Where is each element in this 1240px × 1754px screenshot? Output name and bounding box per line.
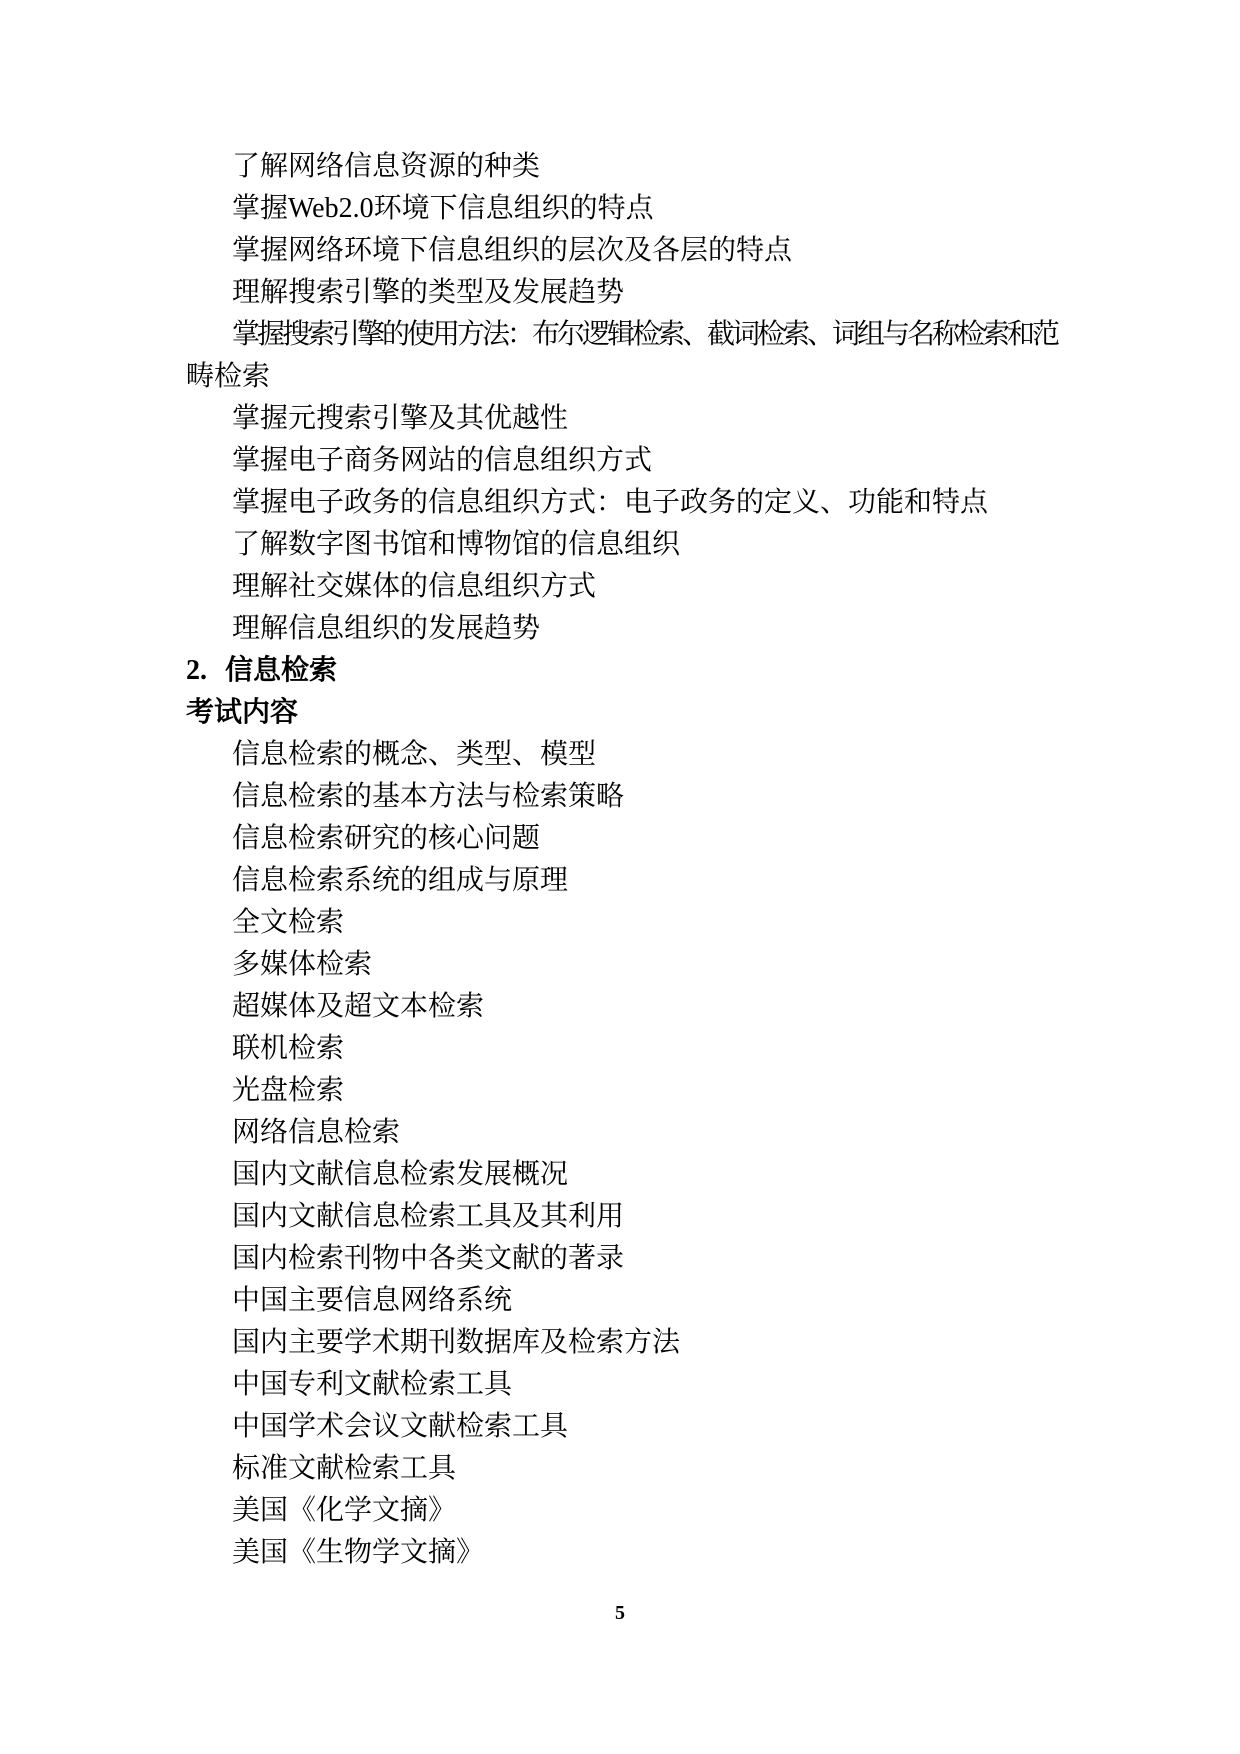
- exam-content-item: 国内主要学术期刊数据库及检索方法: [232, 1327, 681, 1358]
- exam-content-item: 全文检索: [232, 907, 345, 938]
- exam-content-item: 信息检索系统的组成与原理: [232, 865, 569, 896]
- requirement-item: 掌握元搜索引擎及其优越性: [232, 403, 569, 434]
- exam-content-item: 国内文献信息检索工具及其利用: [232, 1201, 625, 1232]
- requirement-item: 掌握电子商务网站的信息组织方式: [232, 445, 653, 476]
- exam-content-item: 美国《化学文摘》: [232, 1495, 457, 1526]
- exam-content-item: 国内检索刊物中各类文献的著录: [232, 1243, 625, 1274]
- exam-content-item: 标准文献检索工具: [232, 1453, 457, 1484]
- page-number: 5: [615, 1602, 625, 1624]
- exam-content-item: 中国专利文献检索工具: [232, 1369, 513, 1400]
- requirement-item: 了解网络信息资源的种类: [232, 151, 541, 182]
- exam-content-item: 超媒体及超文本检索: [232, 991, 485, 1022]
- exam-content-item: 联机检索: [232, 1033, 345, 1064]
- requirement-item: 掌握Web2.0环境下信息组织的特点: [232, 193, 654, 224]
- subsection-heading: 考试内容: [186, 697, 299, 728]
- page-footer: [0, 1601, 1240, 1625]
- requirement-item: 了解数字图书馆和博物馆的信息组织: [232, 529, 681, 560]
- requirement-item-continuation: 畴检索: [186, 361, 271, 392]
- exam-content-item: 信息检索研究的核心问题: [232, 823, 541, 854]
- exam-content-item: 信息检索的概念、类型、模型: [232, 739, 597, 770]
- section-title: 信息检索: [225, 655, 338, 686]
- exam-content-item: 中国主要信息网络系统: [232, 1285, 513, 1316]
- exam-content-item: 中国学术会议文献检索工具: [232, 1411, 569, 1442]
- requirement-item: 掌握电子政务的信息组织方式：电子政务的定义、功能和特点: [232, 487, 989, 518]
- exam-content-item: 光盘检索: [232, 1075, 345, 1106]
- requirement-item: 理解信息组织的发展趋势: [232, 613, 541, 644]
- requirement-item: 掌握网络环境下信息组织的层次及各层的特点: [232, 235, 793, 266]
- requirement-item: 理解社交媒体的信息组织方式: [232, 571, 597, 602]
- requirement-item: 掌握搜索引擎的使用方法：布尔逻辑检索、截词检索、词组与名称检索和范: [232, 319, 1058, 350]
- exam-content-item: 信息检索的基本方法与检索策略: [232, 781, 625, 812]
- exam-content-item: 美国《生物学文摘》: [232, 1537, 485, 1568]
- requirement-item: 理解搜索引擎的类型及发展趋势: [232, 277, 625, 308]
- section-heading: [186, 650, 1126, 692]
- section-number: 2.: [186, 655, 207, 686]
- exam-content-item: 多媒体检索: [232, 949, 373, 980]
- exam-content-item: 网络信息检索: [232, 1117, 401, 1148]
- exam-content-item: 国内文献信息检索发展概况: [232, 1159, 569, 1190]
- page-body: [186, 146, 1126, 1574]
